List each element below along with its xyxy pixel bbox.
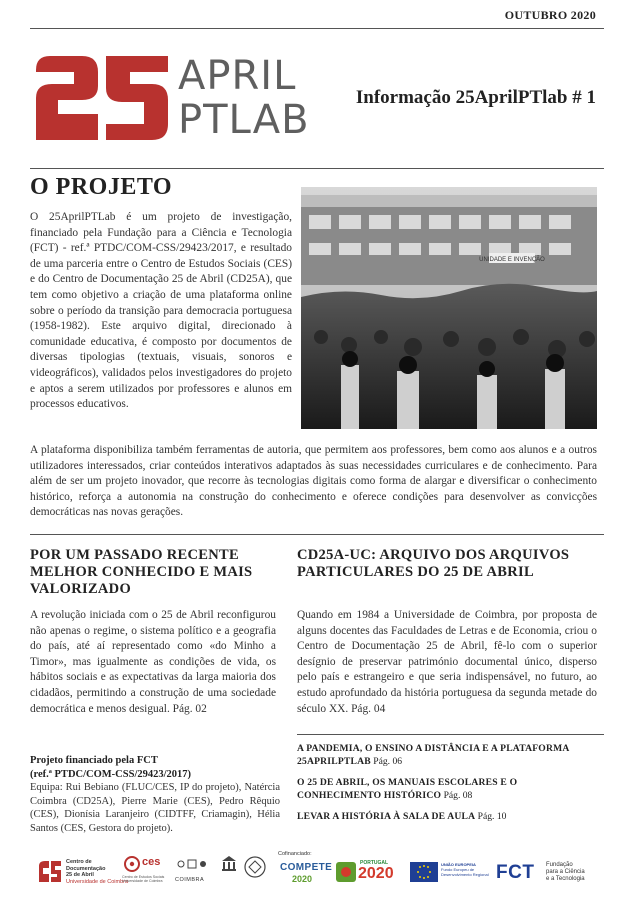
funding-info <box>30 754 280 836</box>
passado-text: A revolução iniciada com o 25 de Abril reconfigurou não apenas o regime, o sistema político e a geografia do país, até aí representado como «do Minho a Timor», mas igualmente as condições de vida, os hábitos sociais e as expectativas da larga maioria dos cidadãos, permitindo a construção de uma sociedade democrática e menos desigual. Pág. 02 <box>30 609 276 715</box>
coimbra-logo-name: COIMBRA <box>175 877 205 883</box>
arquivo-text: Quando em 1984 a Universidade de Coimbra, por proposta de alguns docentes das Faculdades de Letras e de Economia, criou o Centro de Documentação 25 de Abril, fê-lo com o superior desígnio de preservar património documental único, disperso pelo país e estrangeiro e que seria indispensável, no futuro, ao estudo aprofundado da história portuguesa da segunda metade do século XX. Pág. 04 <box>297 609 597 715</box>
fct-line-2: para a Ciência <box>546 868 585 875</box>
ces-logo-sub: Centro de Estudos Sociais Universidade de Coimbra <box>122 875 165 884</box>
toc-item-page: Pág. 10 <box>477 811 507 822</box>
eu-line-2: Fundo Europeu de Desenvolvimento Regional <box>441 867 489 877</box>
ces-mark-icon <box>122 854 142 874</box>
section-divider-rule <box>30 534 604 535</box>
header-bottom-rule <box>30 168 604 169</box>
projeto-intro-text: O 25AprilPTLab é um projeto de investigação, financiado pela Fundação para a Ciência e Tecnologia (FCT) - ref.ª PTDC/COM-CSS/29423/2017, e resultado de uma parceria entre o Centro de Estudos Sociais (CES) e do Centro de Documentação 25 de Abril (CD25A), que tem como objetivo a criação de uma plataforma online sobre o período da transição para democracia portuguesa (1958-1982). Este arquivo digital, direcionado à comunidade educativa, é composto por documentos de diversas tipologias (textuais, visuais, sonoros e videográficos), validados pelos investigadores do projeto e aptos a serem utilizados por professores e alunos em processos educativos. <box>30 211 292 411</box>
toc-item-title: A PANDEMIA, O ENSINO A DISTÂNCIA E A PLATAFORMA 25APRILPTLAB <box>297 743 569 767</box>
cd25a-line-4: Universidade de Coimbra <box>66 878 129 885</box>
cd25a-line-1: Centro de <box>66 859 92 865</box>
logo-25aprilptlab <box>32 52 332 144</box>
cd25a-line-3: 25 de Abril <box>66 872 94 878</box>
compete-logo-name: COMPETE <box>280 862 333 873</box>
cd25a-logo-text <box>66 859 128 885</box>
crowd-photo <box>301 187 597 429</box>
header-top-rule <box>30 28 604 29</box>
cd25a-mark-icon <box>36 858 64 886</box>
section-title-projeto: O PROJETO <box>30 174 173 200</box>
eu-logo-text <box>441 862 491 877</box>
funding-team: Equipa: Rui Bebiano (FLUC/CES, IP do projeto), Natércia Coimbra (CD25A), Pierre Marie (CES), Pedro Rêquio (CES), Dionísia Laranjeiro (CIDTFF, Criamagin), Hélia Santos (CES, Gestora do projeto). <box>30 782 280 834</box>
toc-item-pandemia[interactable] <box>297 743 597 768</box>
section-title-passado: POR UM PASSADO RECENTE MELHOR CONHECIDO E MAIS VALORIZADO <box>30 547 253 597</box>
table-of-contents <box>297 743 597 833</box>
toc-item-manuais[interactable] <box>297 777 597 802</box>
projeto-platform-text: A plataforma disponibiliza também ferramentas de autoria, que permitem aos professores, bem como aos alunos e a outros utilizadores interessados, criar conteúdos interativos adaptados às suas necessidades curriculares e de conhecimento. Para além de ser um projeto inovador, que recorre às tecnologias digitais como forma de alargar e diversificar o conhecimento histórico, reforça a autonomia na construção do conhecimento e oferece condições para desenvolver as convicções democráticas nas novas gerações. <box>30 444 597 519</box>
toc-item-page: Pág. 06 <box>373 755 403 767</box>
section-title-arquivo: CD25A-UC: ARQUIVO DOS ARQUIVOS PARTICULARES DO 25 DE ABRIL <box>297 547 570 580</box>
portugal2020-label: PORTUGAL <box>360 860 389 866</box>
funding-line-2: (ref.ª PTDC/COM-CSS/29423/2017) <box>30 768 192 780</box>
unesco-temple-icon <box>220 854 238 872</box>
cofinanciado-label: Cofinanciado: <box>278 851 312 857</box>
logo-word-april: APRIL <box>178 53 297 99</box>
footer-logos <box>30 850 604 890</box>
logo-25-mark <box>32 52 172 144</box>
fct-logo-name: FCT <box>496 862 535 883</box>
issue-date: OUTUBRO 2020 <box>504 8 596 22</box>
toc-top-rule <box>297 734 604 735</box>
ces-logo-name: ces <box>142 856 161 868</box>
toc-item-sala-de-aula[interactable] <box>297 811 597 824</box>
funding-line-1: Projeto financiado pela FCT <box>30 755 158 766</box>
portugal2020-year: 2020 <box>358 865 394 882</box>
fct-logo-text <box>546 862 585 882</box>
eu-line-1: UNIÃO EUROPEIA <box>441 862 476 867</box>
eu-flag-icon <box>410 862 438 882</box>
portugal2020-mark-icon <box>336 862 356 882</box>
world-heritage-icon <box>242 854 268 880</box>
toc-item-title: O 25 DE ABRIL, OS MANUAIS ESCOLARES E O CONHECIMENTO HISTÓRICO <box>297 777 518 801</box>
coimbra-mark-icon <box>176 856 208 872</box>
fct-line-1: Fundação <box>546 862 573 868</box>
toc-item-page: Pág. 08 <box>443 789 473 801</box>
cd25a-line-2: Documentação <box>66 865 106 872</box>
newsletter-title: Informação 25AprilPTlab # 1 <box>355 87 596 108</box>
fct-line-3: e a Tecnologia <box>546 875 585 882</box>
photo-banner-upper: UNIDADE E INVENÇÃO <box>479 257 545 263</box>
toc-item-title: LEVAR A HISTÓRIA À SALA DE AULA <box>297 811 476 822</box>
compete-logo-year: 2020 <box>292 874 313 884</box>
logo-word-ptlab: PTLAB <box>178 97 310 143</box>
